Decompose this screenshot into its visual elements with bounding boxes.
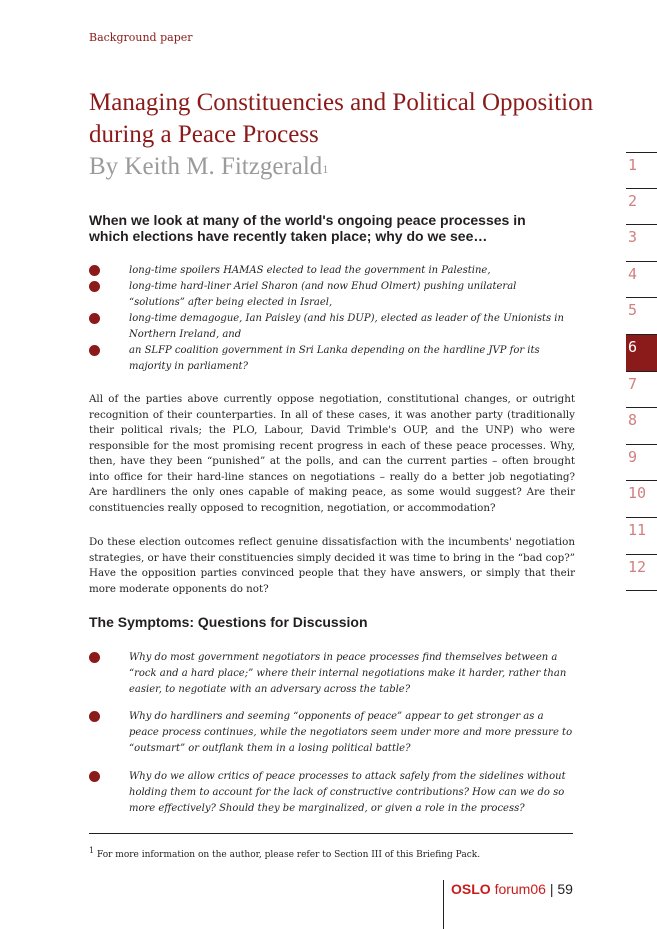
list-item-text: an SLFP coalition government in Sri Lanka depending on the hardline JVP for its majority in parliament? xyxy=(129,345,540,372)
section-tab-9[interactable]: 9 xyxy=(626,445,657,482)
bullet-dot-icon xyxy=(89,711,100,722)
footnote-text: For more information on the author, please refer to Section III of this Briefing Pack. xyxy=(96,850,481,860)
byline-text: By Keith M. Fitzgerald xyxy=(89,153,323,180)
section-heading: The Symptoms: Questions for Discussion xyxy=(89,614,368,630)
list-item-text: Why do we allow critics of peace processes to attack safely from the sidelines without holding them to account for the lack of constructive contributions? How can we do so more effectively? Should they be marginalized, or given a role in the process? xyxy=(129,771,566,814)
footer-divider xyxy=(443,880,444,929)
section-tab-11[interactable]: 11 xyxy=(626,518,657,555)
footnote xyxy=(89,846,480,860)
bullet-dot-icon xyxy=(89,265,100,276)
bullet-dot-icon xyxy=(89,771,100,782)
election-bullet-list xyxy=(89,263,575,375)
page-number: 59 xyxy=(557,881,573,897)
bullet-dot-icon xyxy=(89,313,100,324)
section-tab-8[interactable]: 8 xyxy=(626,408,657,445)
section-tab-5[interactable]: 5 xyxy=(626,298,657,335)
section-tab-6[interactable]: 6 xyxy=(626,335,657,372)
list-item-text: long-time demagogue, Ian Paisley (and his DUP), elected as leader of the Unionists in Northern Ireland, and xyxy=(129,313,564,340)
brand-year: 06 xyxy=(530,881,546,897)
footnote-number: 1 xyxy=(89,846,95,855)
body-paragraph-2: Do these election outcomes reflect genuine dissatisfaction with the incumbents' negotiation strategies, or have their constituencies simply decided it was time to bring in the “bad cop?” Have the opposition parties convinced people that they have answers, or simply that their more moderate opponents do not? xyxy=(89,536,575,595)
bullet-dot-icon xyxy=(89,345,100,356)
section-tab-12[interactable]: 12 xyxy=(626,555,657,592)
body-paragraph-1: All of the parties above currently oppose negotiation, constitutional changes, or outright recognition of their counterparties. In all of these cases, it was another party (traditionally their political rivals; the PLO, Labour, David Trimble's OUP, and the UNP) who were responsible for the most promising recent progress in each of these peace processes. Why, then, have they been “punished” at the polls, and can the current parties – often brought into office for their hard-line stances on negotiations – really do a better job negotiating? Are hardliners the only ones capable of making peace, as some would suggest? Are their constituencies really opposed to recognition, negotiation, or accommodation? xyxy=(89,393,575,514)
footnote-divider xyxy=(89,833,573,834)
section-tab-10[interactable]: 10 xyxy=(626,481,657,518)
lead-question: When we look at many of the world's ongoing peace processes in which elections have recently taken place; why do we see… xyxy=(89,212,526,244)
brand-forum: forum xyxy=(494,881,531,897)
byline-footnote-ref[interactable]: 1 xyxy=(322,162,329,176)
list-item xyxy=(89,650,575,698)
section-tab-4[interactable]: 4 xyxy=(626,262,657,299)
list-item xyxy=(89,709,575,757)
list-item xyxy=(89,263,575,279)
bullet-dot-icon xyxy=(89,652,100,663)
list-item-text: long-time hard-liner Ariel Sharon (and now Ehud Olmert) pushing unilateral “solutions” after being elected in Israel, xyxy=(129,281,517,308)
list-item xyxy=(89,343,575,375)
section-kicker: Background paper xyxy=(89,31,193,44)
bullet-dot-icon xyxy=(89,281,100,292)
list-item xyxy=(89,311,575,343)
footer-brand xyxy=(451,881,573,897)
section-tab-2[interactable]: 2 xyxy=(626,189,657,226)
section-tab-3[interactable]: 3 xyxy=(626,225,657,262)
list-item-text: Why do most government negotiators in peace processes find themselves between a “rock and a hard place;” where their internal negotiations make it harder, rather than easier, to negotiate with an adversary across the table? xyxy=(129,652,567,695)
article-byline xyxy=(89,151,328,183)
list-item-text: Why do hardliners and seeming “opponents of peace” appear to get stronger as a peace process continues, while the negotiators seem under more and more pressure to “outsmart” or outflank them in a losing political battle? xyxy=(129,711,573,754)
list-item xyxy=(89,769,575,817)
footer-separator: | xyxy=(549,881,554,897)
section-tab-nav xyxy=(626,152,657,591)
section-tab-1[interactable]: 1 xyxy=(626,152,657,189)
list-item xyxy=(89,279,575,311)
article-title: Managing Constituencies and Political Opposition during a Peace Process xyxy=(89,89,594,148)
list-item-text: long-time spoilers HAMAS elected to lead the government in Palestine, xyxy=(129,265,491,276)
section-tab-7[interactable]: 7 xyxy=(626,372,657,409)
brand-oslo: OSLO xyxy=(451,881,491,897)
